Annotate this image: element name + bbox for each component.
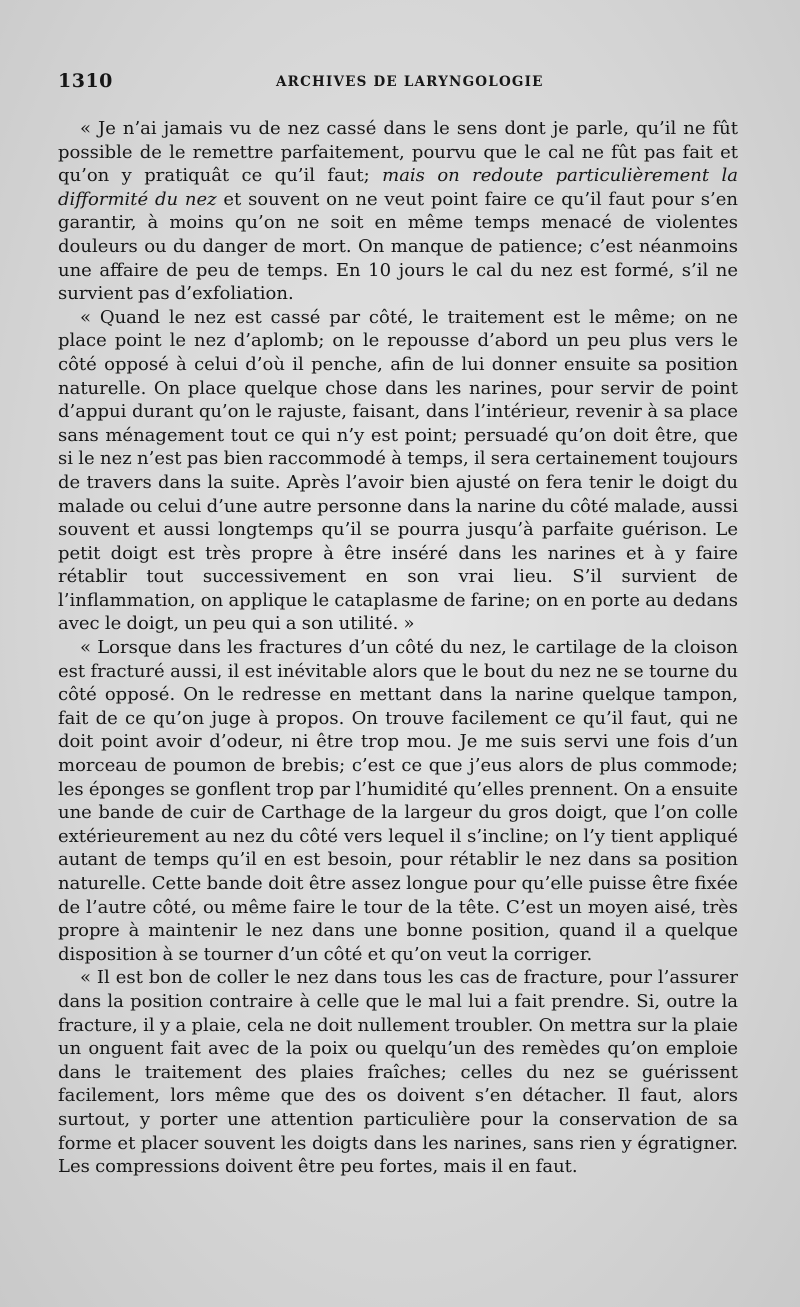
paragraph-2 [58,306,738,636]
document-page [58,66,738,1266]
paragraph-3-text: « Lorsque dans les fractures d’un côté du nez, le cartilage de la cloison est fracturé aussi, il est inévitable alors que le bout du nez ne se tourne du côté opposé. On le redresse en mettant dans la narine quelque tampon, fait de ce qu’on juge à propos. On trouve facilement ce qu’il faut, qui ne doit point avoir d’odeur, ni être trop mou. Je me suis servi une fois d’un morceau de poumon de brebis; c’est ce que j’eus alors de plus commode; les éponges se gonflent trop par l’humidité qu’elles prennent. On a ensuite une bande de cuir de Carthage de la largeur du gros doigt, que l’on colle extérieurement au nez du côté vers lequel il s’incline; on l’y tient appliqué autant de temps qu’il en est besoin, pour rétablir le nez dans sa position naturelle. Cette bande doit être assez longue pour qu’elle puisse être fixée de l’autre côté, ou même faire le tour de la tête. C’est un moyen aisé, très propre à maintenir le nez dans une bonne position, quand il a quelque disposition à se tourner d’un côté et qu’on veut la corriger. [58,637,738,965]
paragraph-4-text: « Il est bon de coller le nez dans tous les cas de fracture, pour l’assurer dans la position contraire à celle que le mal lui a fait prendre. Si, outre la fracture, il y a plaie, cela ne doit nullement troubler. On mettra sur la plaie un onguent fait avec de la poix ou quelqu’un des remèdes qu’on emploie dans le traitement des plaies fraîches; celles du nez se guérissent facilement, lors même que des os doivent s’en détacher. Il faut, alors surtout, y porter une attention particulière pour la conservation de sa forme et placer souvent les doigts dans les narines, sans rien y égratigner. Les compressions doivent être peu fortes, mais il en faut. [58,967,738,1178]
body-text [58,117,738,1179]
paragraph-1 [58,117,738,306]
paragraph-3 [58,636,738,966]
paragraph-1-text-end: et souvent on ne veut point faire ce qu’il faut pour s’en garantir, à moins qu’on ne soit en même temps menacé de violentes douleurs ou du danger de mort. On manque de patience; c’est néanmoins une affaire de peu de temps. En 10 jours le cal du nez est formé, s’il ne survient pas d’exfoliation. [58,188,738,305]
paragraph-2-text: « Quand le nez est cassé par côté, le traitement est le même; on ne place point le nez d’aplomb; on le repousse d’abord un peu plus vers le côté opposé à celui d’où il penche, afin de lui donner ensuite sa position naturelle. On place quelque chose dans les narines, pour servir de point d’appui durant qu’on le rajuste, faisant, dans l’intérieur, revenir à sa place sans ménagement tout ce qui n’y est point; persuadé qu’on doit être, que si le nez n’est pas bien raccommodé à temps, il sera certainement toujours de travers dans la suite. Après l’avoir bien ajusté on fera tenir le doigt du malade ou celui d’une autre personne dans la narine du côté malade, aussi souvent et aussi longtemps qu’il se pourra jusqu’à parfaite guérison. Le petit doigt est très propre à être inséré dans les narines et à y faire rétablir tout successivement en son vrai lieu. S’il survient de l’inflammation, on applique le cataplasme de farine; on en porte au dedans avec le doigt, un peu qui a son utilité. » [58,306,739,635]
paragraph-1-italic: mais on redoute particulièrement la difformité du nez [58,165,739,210]
paragraph-1-text: « Je n’ai jamais vu de nez cassé dans le sens dont je parle, qu’il ne fût possible de le remettre parfaitement, pourvu que le cal ne fût pas fait et qu’on y pratiquât ce qu’il faut; [58,118,738,187]
page-number: 1310 [58,70,113,92]
running-head [58,66,738,102]
journal-title: ARCHIVES DE LARYNGOLOGIE [276,74,544,90]
paragraph-4 [58,966,738,1178]
